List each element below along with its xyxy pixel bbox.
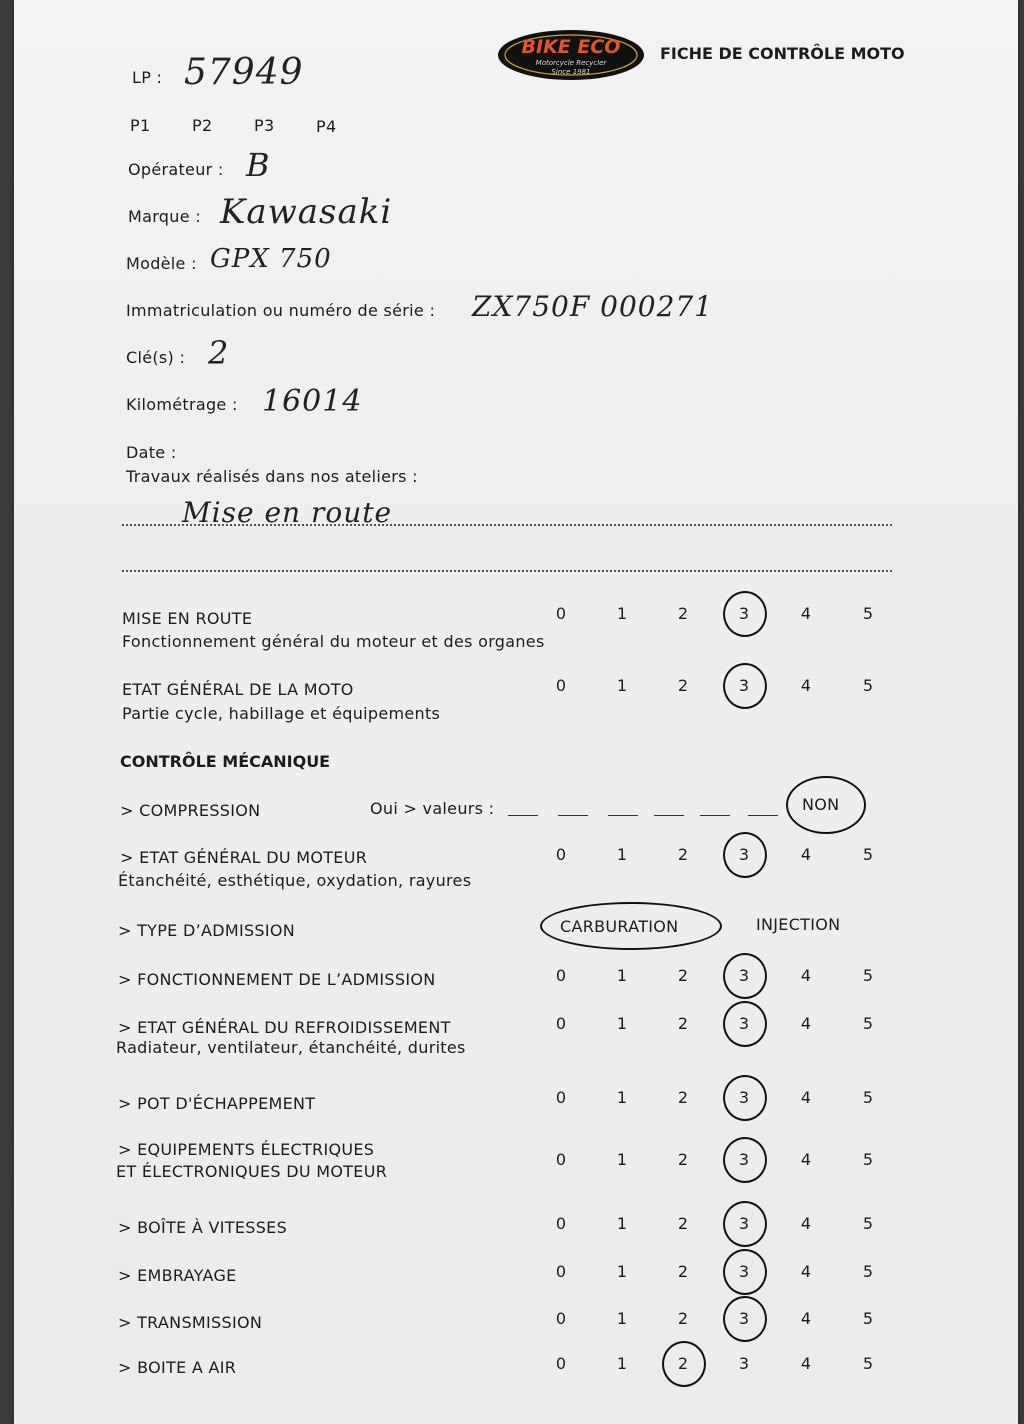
km-value: 16014 xyxy=(262,384,363,419)
position-p2: P2 xyxy=(192,116,213,135)
score-5[interactable]: 5 xyxy=(862,1014,874,1033)
dotted-line-1 xyxy=(122,524,892,526)
score-0[interactable]: 0 xyxy=(555,1088,567,1107)
score-5[interactable]: 5 xyxy=(862,604,874,623)
score-3[interactable]: 3 xyxy=(738,1354,750,1373)
score-4[interactable]: 4 xyxy=(800,1354,812,1373)
score-3[interactable]: 3 xyxy=(738,604,750,623)
compression-label: > COMPRESSION xyxy=(120,801,261,820)
compression-blank xyxy=(700,815,730,816)
score-1[interactable]: 1 xyxy=(616,1088,628,1107)
selected-score-circle xyxy=(723,832,767,878)
score-0[interactable]: 0 xyxy=(555,1150,567,1169)
score-1[interactable]: 1 xyxy=(616,845,628,864)
meca-item-title: > FONCTIONNEMENT DE L’ADMISSION xyxy=(118,970,436,989)
score-3[interactable]: 3 xyxy=(738,1088,750,1107)
score-5[interactable]: 5 xyxy=(862,966,874,985)
admission-injection: INJECTION xyxy=(756,915,841,934)
controle-mecanique-heading: CONTRÔLE MÉCANIQUE xyxy=(120,752,331,771)
compression-blank xyxy=(608,815,638,816)
score-4[interactable]: 4 xyxy=(800,1088,812,1107)
score-2[interactable]: 2 xyxy=(677,1262,689,1281)
score-5[interactable]: 5 xyxy=(862,676,874,695)
mise-en-route-sub: Fonctionnement général du moteur et des organes xyxy=(122,632,545,651)
score-5[interactable]: 5 xyxy=(862,845,874,864)
etat-moto-title: ETAT GÉNÉRAL DE LA MOTO xyxy=(122,680,354,699)
dotted-line-2 xyxy=(122,570,892,572)
score-3[interactable]: 3 xyxy=(738,1150,750,1169)
selected-score-circle xyxy=(723,591,767,637)
meca-item-title: > EMBRAYAGE xyxy=(118,1266,237,1285)
score-1[interactable]: 1 xyxy=(616,966,628,985)
logo-subtext-since: Since 1981 xyxy=(551,68,591,76)
operateur-value: B xyxy=(246,146,271,184)
score-1[interactable]: 1 xyxy=(616,1014,628,1033)
score-1[interactable]: 1 xyxy=(616,1309,628,1328)
lp-label: LP : xyxy=(132,68,163,87)
score-0[interactable]: 0 xyxy=(555,1014,567,1033)
score-2[interactable]: 2 xyxy=(677,1354,689,1373)
score-3[interactable]: 3 xyxy=(738,676,750,695)
modele-label: Modèle : xyxy=(126,254,197,273)
cles-label: Clé(s) : xyxy=(126,348,186,367)
type-admission-label: > TYPE D’ADMISSION xyxy=(118,921,296,940)
compression-blank xyxy=(654,815,684,816)
compression-blank xyxy=(508,815,538,816)
marque-value: Kawasaki xyxy=(220,192,393,232)
score-4[interactable]: 4 xyxy=(800,1014,812,1033)
score-1[interactable]: 1 xyxy=(616,676,628,695)
etat-moteur-sub: Étanchéité, esthétique, oxydation, rayures xyxy=(118,871,472,890)
meca-item-title: > TRANSMISSION xyxy=(118,1313,263,1332)
score-1[interactable]: 1 xyxy=(616,1150,628,1169)
meca-item-sub: ET ÉLECTRONIQUES DU MOTEUR xyxy=(116,1162,388,1181)
mise-en-route-title: MISE EN ROUTE xyxy=(122,609,253,628)
meca-item-title: > EQUIPEMENTS ÉLECTRIQUES xyxy=(118,1140,375,1159)
selected-score-circle xyxy=(662,1341,706,1387)
score-5[interactable]: 5 xyxy=(862,1262,874,1281)
travaux-value: Mise en route xyxy=(182,496,393,529)
score-3[interactable]: 3 xyxy=(738,1214,750,1233)
etat-moto-sub: Partie cycle, habillage et équipements xyxy=(122,704,441,723)
score-4[interactable]: 4 xyxy=(800,1309,812,1328)
compression-blank xyxy=(748,815,778,816)
score-2[interactable]: 2 xyxy=(677,845,689,864)
score-2[interactable]: 2 xyxy=(677,1088,689,1107)
meca-item-title: > BOÎTE À VITESSES xyxy=(118,1218,288,1237)
logo-subtext: Motorcycle Recycler xyxy=(535,59,607,67)
score-5[interactable]: 5 xyxy=(862,1088,874,1107)
operateur-label: Opérateur : xyxy=(128,160,224,179)
score-2[interactable]: 2 xyxy=(677,604,689,623)
score-0[interactable]: 0 xyxy=(555,1309,567,1328)
score-4[interactable]: 4 xyxy=(800,604,812,623)
compression-non: NON xyxy=(802,795,840,814)
selected-score-circle xyxy=(723,1001,767,1047)
control-sheet xyxy=(14,0,1018,1424)
score-0[interactable]: 0 xyxy=(555,845,567,864)
modele-value: GPX 750 xyxy=(210,244,332,274)
score-4[interactable]: 4 xyxy=(800,1150,812,1169)
score-0[interactable]: 0 xyxy=(555,676,567,695)
position-p4: P4 xyxy=(316,117,337,136)
meca-item-title: > BOITE A AIR xyxy=(118,1358,237,1377)
score-0[interactable]: 0 xyxy=(555,1214,567,1233)
score-5[interactable]: 5 xyxy=(862,1354,874,1373)
score-3[interactable]: 3 xyxy=(738,1262,750,1281)
marque-label: Marque : xyxy=(128,207,201,226)
compression-blank xyxy=(558,815,588,816)
score-2[interactable]: 2 xyxy=(677,1150,689,1169)
date-label: Date : xyxy=(126,443,177,462)
score-3[interactable]: 3 xyxy=(738,845,750,864)
score-2[interactable]: 2 xyxy=(677,966,689,985)
compression-oui-label: Oui > valeurs : xyxy=(370,799,495,818)
score-4[interactable]: 4 xyxy=(800,1214,812,1233)
score-0[interactable]: 0 xyxy=(555,966,567,985)
score-5[interactable]: 5 xyxy=(862,1150,874,1169)
position-p1: P1 xyxy=(130,116,151,135)
score-5[interactable]: 5 xyxy=(862,1309,874,1328)
score-0[interactable]: 0 xyxy=(555,1262,567,1281)
immat-label: Immatriculation ou numéro de série : xyxy=(126,301,436,320)
meca-item-title: > ETAT GÉNÉRAL DU REFROIDISSEMENT xyxy=(118,1018,451,1037)
compression-non-circle xyxy=(786,776,866,834)
meca-item-title: > POT D'ÉCHAPPEMENT xyxy=(118,1094,316,1113)
admission-carburation: CARBURATION xyxy=(560,917,679,936)
selected-score-circle xyxy=(723,1137,767,1183)
score-0[interactable]: 0 xyxy=(555,1354,567,1373)
score-2[interactable]: 2 xyxy=(677,1214,689,1233)
score-2[interactable]: 2 xyxy=(677,1309,689,1328)
selected-score-circle xyxy=(723,1201,767,1247)
selected-score-circle xyxy=(723,663,767,709)
score-1[interactable]: 1 xyxy=(616,1354,628,1373)
score-4[interactable]: 4 xyxy=(800,676,812,695)
km-label: Kilométrage : xyxy=(126,395,238,414)
score-1[interactable]: 1 xyxy=(616,1262,628,1281)
score-1[interactable]: 1 xyxy=(616,1214,628,1233)
score-3[interactable]: 3 xyxy=(738,1014,750,1033)
immat-value: ZX750F 000271 xyxy=(472,290,714,323)
cles-value: 2 xyxy=(208,334,230,372)
score-4[interactable]: 4 xyxy=(800,966,812,985)
position-p3: P3 xyxy=(254,116,275,135)
score-1[interactable]: 1 xyxy=(616,604,628,623)
selected-score-circle xyxy=(723,1075,767,1121)
score-3[interactable]: 3 xyxy=(738,1309,750,1328)
score-0[interactable]: 0 xyxy=(555,604,567,623)
score-3[interactable]: 3 xyxy=(738,966,750,985)
score-5[interactable]: 5 xyxy=(862,1214,874,1233)
selected-score-circle xyxy=(723,1249,767,1295)
lp-value: 57949 xyxy=(184,52,304,93)
score-4[interactable]: 4 xyxy=(800,1262,812,1281)
selected-score-circle xyxy=(723,1296,767,1342)
page-title: FICHE DE CONTRÔLE MOTO xyxy=(660,44,905,63)
score-2[interactable]: 2 xyxy=(677,676,689,695)
travaux-label: Travaux réalisés dans nos ateliers : xyxy=(126,467,418,486)
carburation-circle xyxy=(540,902,722,950)
meca-item-sub: Radiateur, ventilateur, étanchéité, durites xyxy=(116,1038,466,1057)
etat-moteur-title: > ETAT GÉNÉRAL DU MOTEUR xyxy=(120,848,368,867)
score-2[interactable]: 2 xyxy=(677,1014,689,1033)
logo-text: BIKE ECO xyxy=(521,36,621,58)
selected-score-circle xyxy=(723,953,767,999)
score-4[interactable]: 4 xyxy=(800,845,812,864)
